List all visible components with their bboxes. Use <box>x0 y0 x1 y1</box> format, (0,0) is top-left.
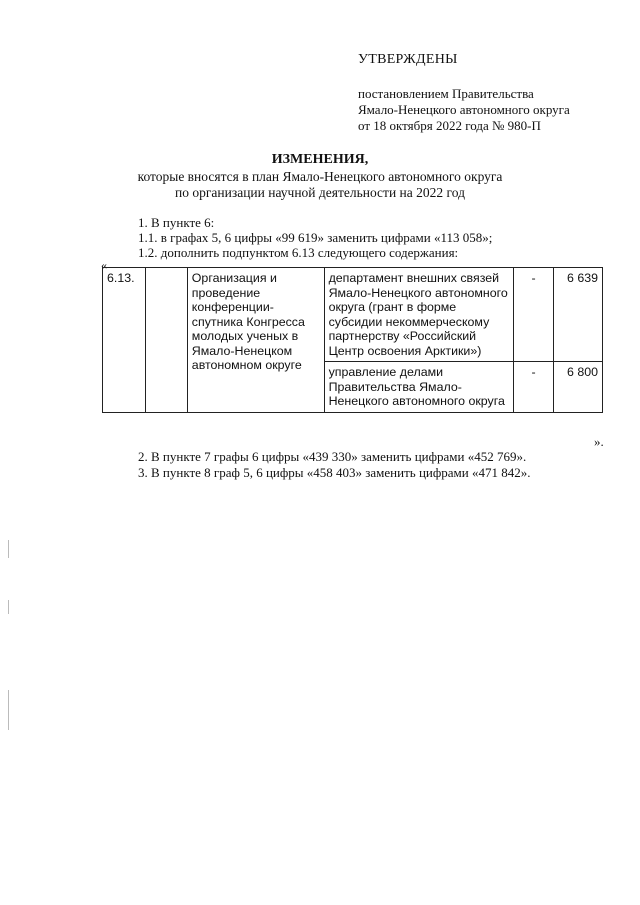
row-number-cell: 6.13. <box>103 268 146 413</box>
approval-line-1: постановлением Правительства <box>358 86 534 101</box>
approval-line-2: Ямало-Ненецкого автономного округа <box>358 102 570 117</box>
scan-artifact <box>8 600 9 614</box>
col6-cell: 6 800 <box>554 362 603 413</box>
document-subtitle-2: по организации научной деятельности на 2022 год <box>175 185 465 200</box>
activity-cell: Организация и проведение конференции-спутника Конгресса молодых ученых в Ямало-Ненецком автономном округе <box>187 268 324 413</box>
item-1-1: 1.1. в графах 5, 6 цифры «99 619» заменить цифрами «113 058»; <box>138 230 493 245</box>
executor-cell: управление делами Правительства Ямало-Ненецкого автономного округа <box>324 362 514 413</box>
scan-artifact <box>8 540 9 558</box>
quote-close: ». <box>594 434 604 449</box>
executor-cell: департамент внешних связей Ямало-Ненецкого автономного округа (грант в форме субсидии некоммерческому партнерству «Российский Центр освоения Арктики») <box>324 268 514 362</box>
changes-table <box>102 267 603 413</box>
item-3: 3. В пункте 8 граф 5, 6 цифры «458 403» заменить цифрами «471 842». <box>138 465 531 480</box>
quote-open: « <box>101 258 107 272</box>
col5-cell: - <box>514 362 554 413</box>
col5-cell: - <box>514 268 554 362</box>
document-subtitle-1: которые вносятся в план Ямало-Ненецкого автономного округа <box>137 169 503 184</box>
scan-artifact <box>8 690 9 730</box>
item-1-2: 1.2. дополнить подпунктом 6.13 следующего содержания: <box>138 245 459 260</box>
col6-cell: 6 639 <box>554 268 603 362</box>
table-row <box>103 268 603 362</box>
empty-cell <box>145 268 187 413</box>
document-title: ИЗМЕНЕНИЯ, <box>271 152 369 167</box>
approved-label: УТВЕРЖДЕНЫ <box>358 52 458 67</box>
item-1: 1. В пункте 6: <box>138 215 215 230</box>
item-2: 2. В пункте 7 графы 6 цифры «439 330» заменить цифрами «452 769». <box>138 449 527 464</box>
approval-line-3: от 18 октября 2022 года № 980-П <box>358 118 541 133</box>
